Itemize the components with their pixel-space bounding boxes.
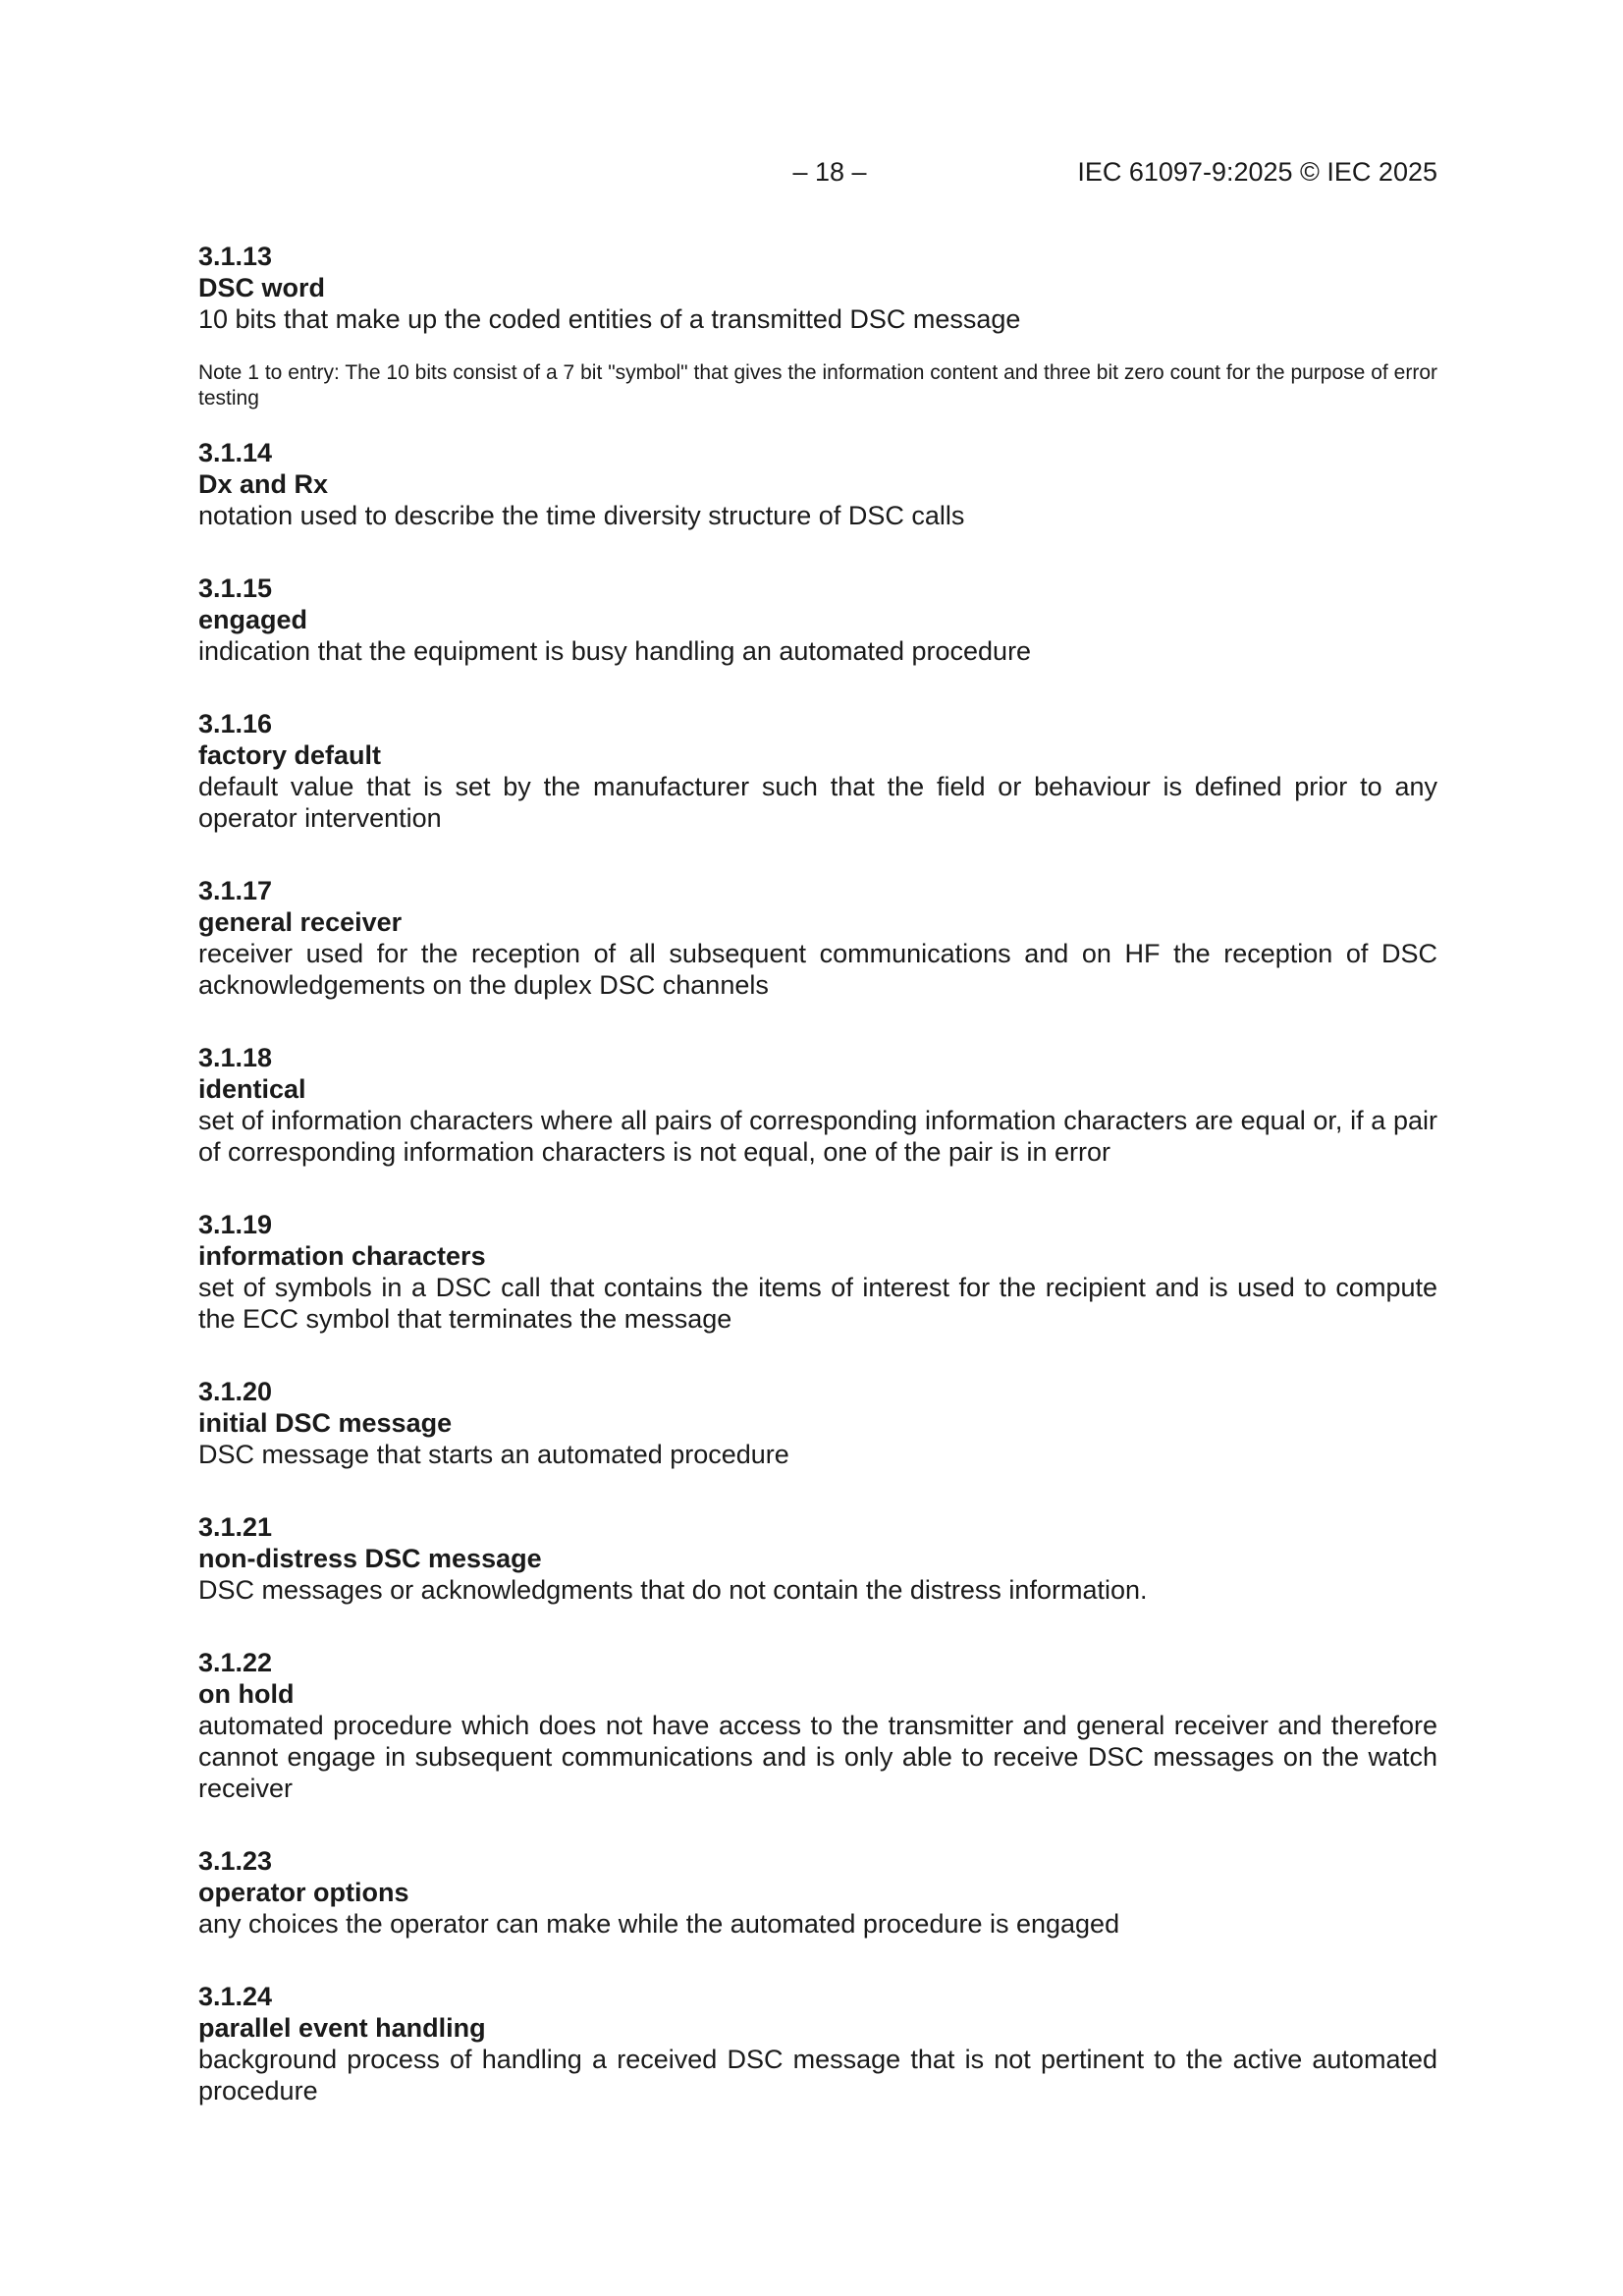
entry-definition: default value that is set by the manufacturer such that the field or behaviour is defined prior to any operator intervention <box>198 772 1437 833</box>
entry-note: Note 1 to entry: The 10 bits consist of a 7 bit "symbol" that gives the information content and three bit zero count for the purpose of error testing <box>198 361 1437 410</box>
entry-definition: notation used to describe the time diversity structure of DSC calls <box>198 501 965 530</box>
entry-term: engaged <box>198 605 308 634</box>
definition-entry <box>198 1647 1437 1804</box>
entry-definition: 10 bits that make up the coded entities of a transmitted DSC message <box>198 304 1021 334</box>
definition-entry <box>198 1209 1437 1335</box>
entry-term: operator options <box>198 1878 409 1907</box>
entry-number: 3.1.14 <box>198 438 273 467</box>
definition-entry <box>198 708 1437 834</box>
definition-entry <box>198 1845 1437 1940</box>
definition-entry <box>198 573 1437 667</box>
entry-definition: indication that the equipment is busy handling an automated procedure <box>198 636 1032 666</box>
entry-definition: background process of handling a received DSC message that is not pertinent to the active automated procedure <box>198 2045 1437 2105</box>
definition-entry <box>198 437 1437 531</box>
document-id: IEC 61097-9:2025 © IEC 2025 <box>1077 157 1437 187</box>
entry-number: 3.1.20 <box>198 1377 273 1406</box>
definition-entry <box>198 1981 1437 2106</box>
entry-term: parallel event handling <box>198 2013 486 2043</box>
entry-definition: set of information characters where all pairs of corresponding information characters are equal or, if a pair of corresponding information characters is not equal, one of the pair is in error <box>198 1106 1437 1167</box>
definition-entry <box>198 1042 1437 1168</box>
entry-definition: DSC message that starts an automated procedure <box>198 1440 789 1469</box>
definitions-list <box>198 241 1437 2106</box>
entry-definition: DSC messages or acknowledgments that do not contain the distress information. <box>198 1575 1148 1605</box>
entry-term: general receiver <box>198 907 403 937</box>
document-page <box>198 157 1437 2148</box>
entry-number: 3.1.15 <box>198 574 273 603</box>
entry-term: information characters <box>198 1241 486 1271</box>
entry-term: initial DSC message <box>198 1408 453 1438</box>
entry-term: identical <box>198 1074 306 1104</box>
page-header <box>198 157 1437 196</box>
entry-term: Dx and Rx <box>198 469 329 499</box>
entry-number: 3.1.16 <box>198 709 273 738</box>
definition-entry <box>198 875 1437 1001</box>
entry-number: 3.1.22 <box>198 1648 273 1677</box>
entry-number: 3.1.24 <box>198 1982 273 2011</box>
entry-number: 3.1.17 <box>198 876 273 905</box>
entry-number: 3.1.23 <box>198 1846 273 1876</box>
entry-definition: automated procedure which does not have access to the transmitter and general receiver and therefore cannot engage in subsequent communications and is only able to receive DSC messages on the watch receiver <box>198 1711 1437 1803</box>
page-number: – 18 – <box>792 157 867 187</box>
entry-number: 3.1.19 <box>198 1210 273 1239</box>
definition-entry <box>198 1376 1437 1470</box>
entry-term: factory default <box>198 740 382 770</box>
entry-definition: set of symbols in a DSC call that contains the items of interest for the recipient and is used to compute the ECC symbol that terminates the message <box>198 1273 1437 1334</box>
definition-entry <box>198 1511 1437 1606</box>
entry-definition: any choices the operator can make while the automated procedure is engaged <box>198 1909 1120 1939</box>
entry-number: 3.1.21 <box>198 1512 273 1542</box>
entry-number: 3.1.18 <box>198 1043 273 1072</box>
definition-entry <box>198 241 1437 411</box>
entry-term: DSC word <box>198 273 326 302</box>
entry-term: non-distress DSC message <box>198 1544 542 1573</box>
entry-term: on hold <box>198 1679 295 1709</box>
entry-definition: receiver used for the reception of all subsequent communications and on HF the reception of DSC acknowledgements on the duplex DSC channels <box>198 939 1437 1000</box>
entry-number: 3.1.13 <box>198 242 273 271</box>
